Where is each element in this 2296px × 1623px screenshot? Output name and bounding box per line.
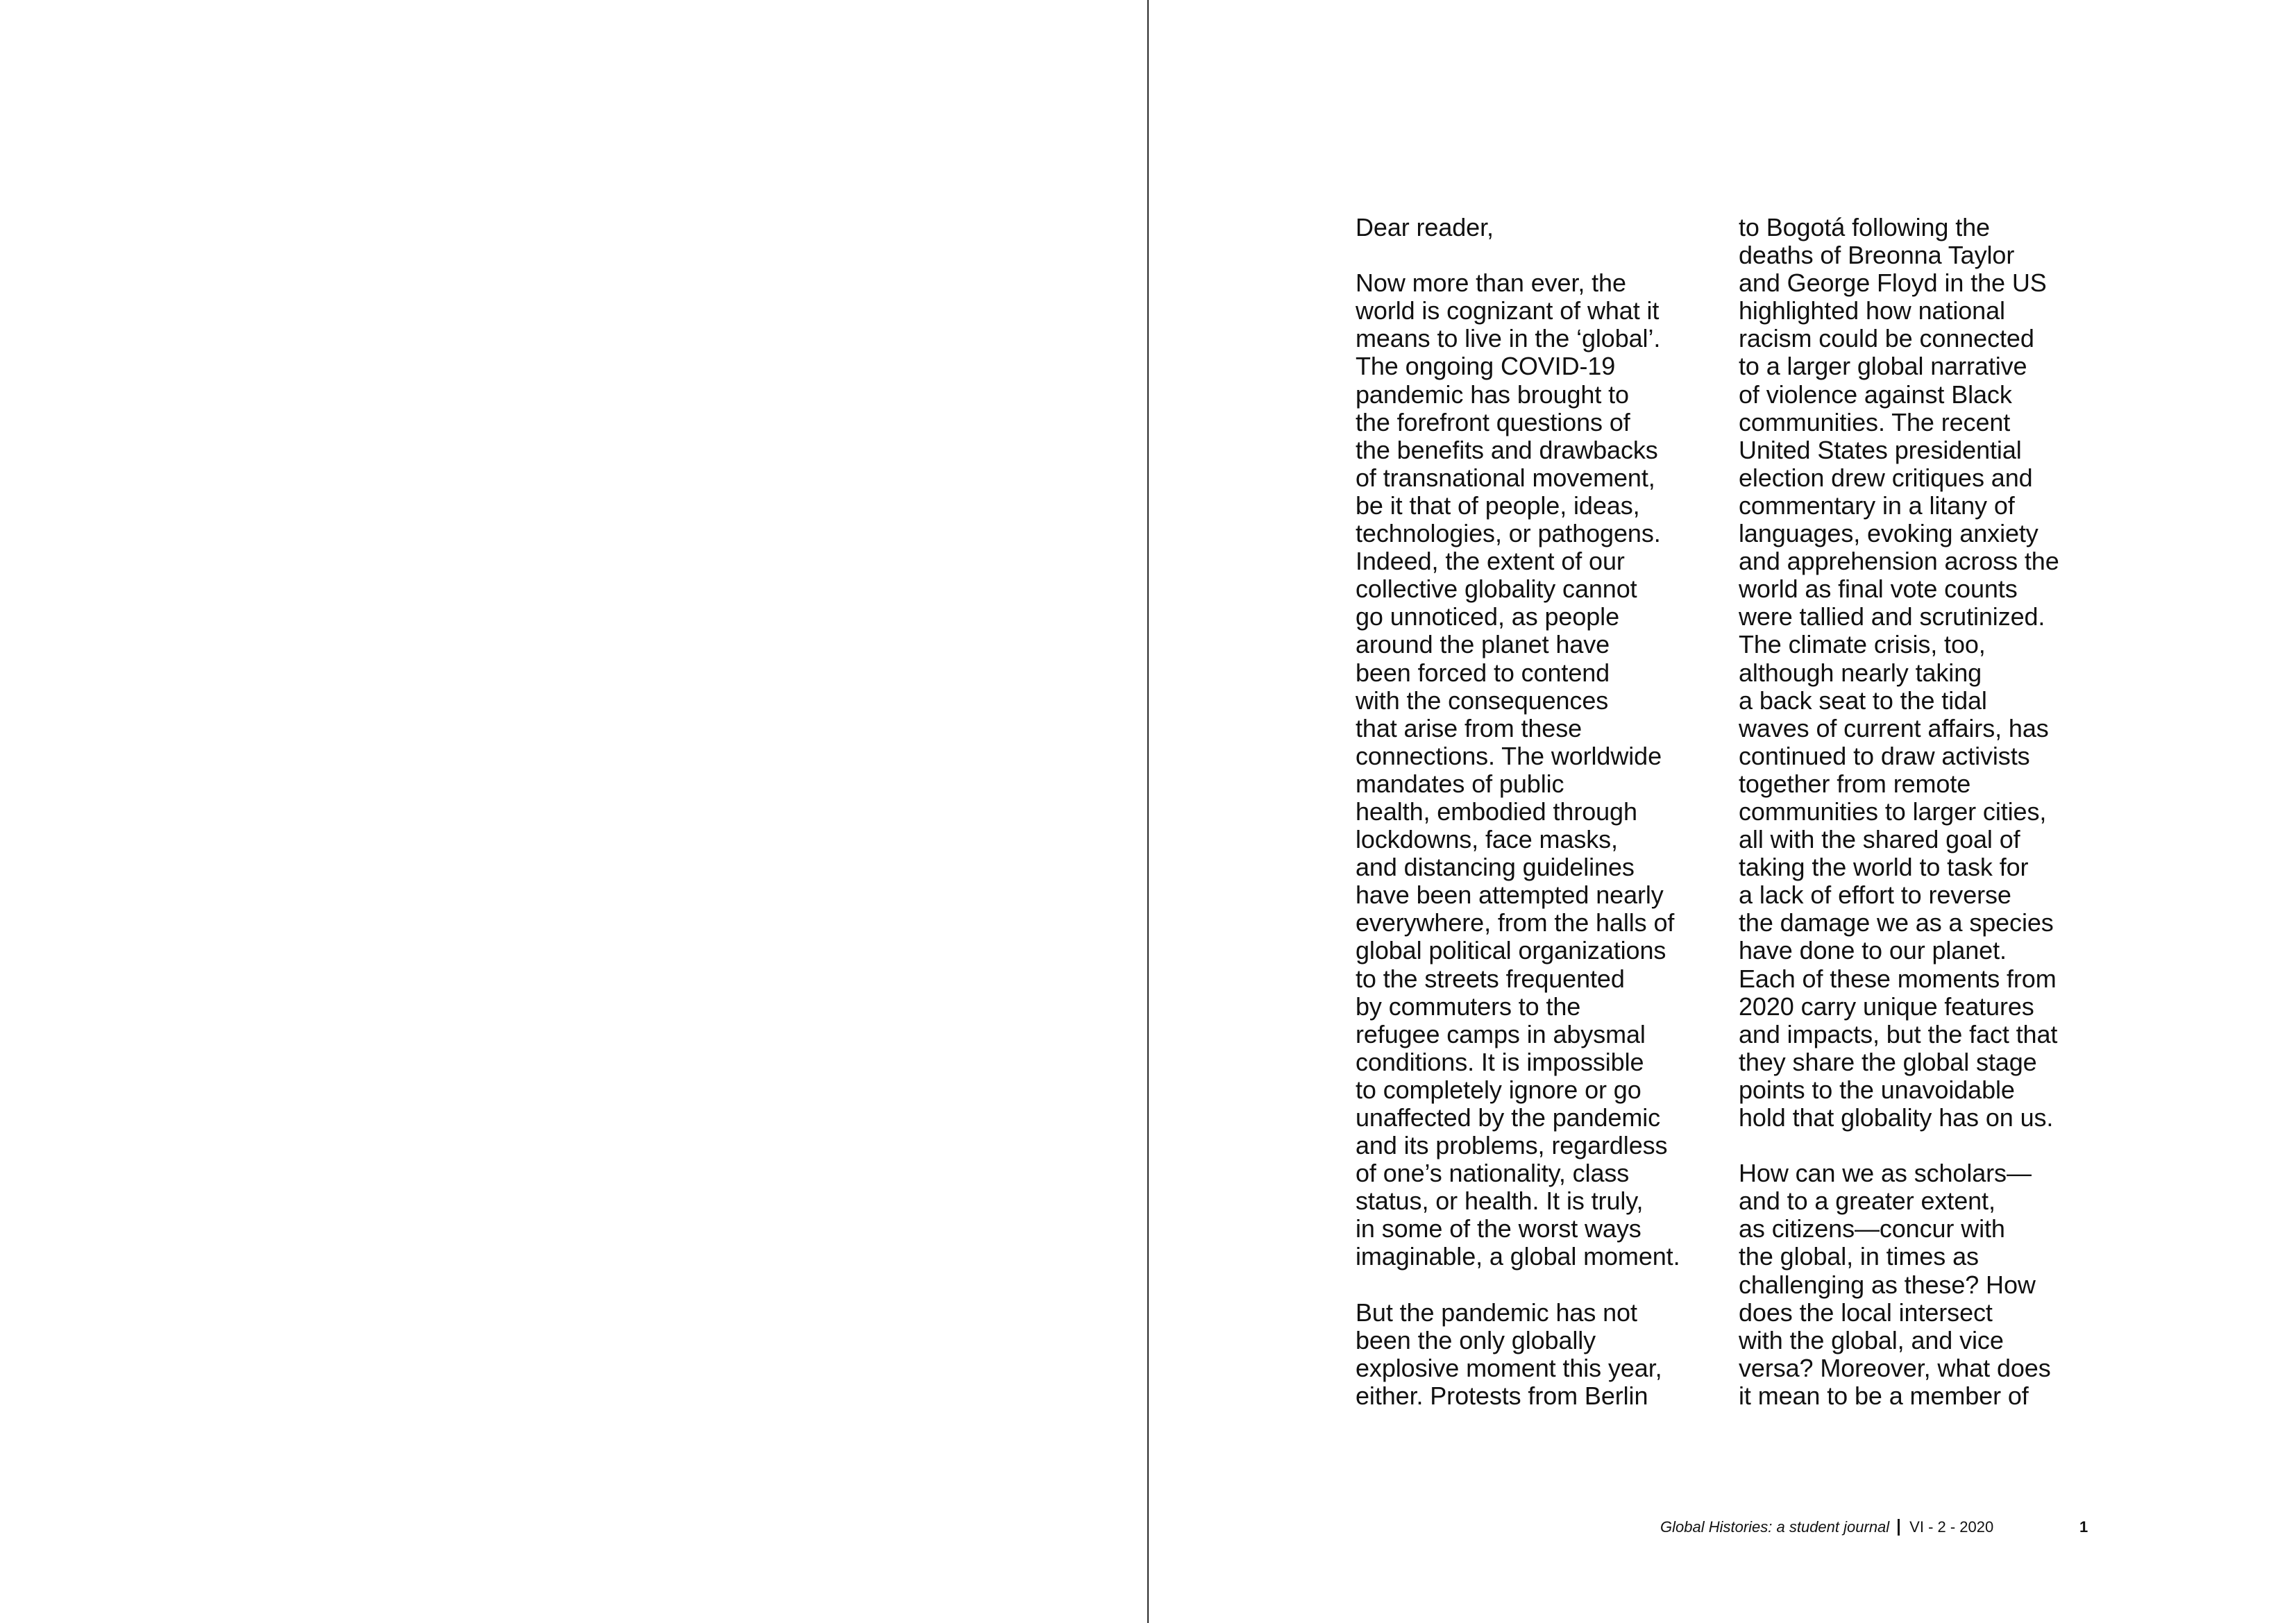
text-line: of violence against Black <box>1739 380 2012 409</box>
text-line: explosive moment this year, <box>1356 1353 1662 1382</box>
text-line: of one’s nationality, class <box>1356 1159 1630 1188</box>
issue-info: VI - 2 - 2020 <box>1909 1518 1994 1536</box>
text-line: it mean to be a member of <box>1739 1381 2029 1410</box>
text-line: The climate crisis, too, <box>1739 630 1986 659</box>
text-line: United States presidential <box>1739 435 2022 464</box>
text-line: does the local intersect <box>1739 1298 1993 1327</box>
text-line: of transnational movement, <box>1356 463 1655 492</box>
text-line: around the planet have <box>1356 630 1610 659</box>
text-line: have done to our planet. <box>1739 936 2007 965</box>
text-line: with the consequences <box>1356 686 1609 715</box>
text-line: and impacts, but the fact that <box>1739 1019 2058 1048</box>
text-line: means to live in the ‘global’. <box>1356 324 1661 353</box>
text-line: all with the shared goal of <box>1739 825 2020 854</box>
text-line: How can we as scholars— <box>1739 1159 2032 1188</box>
text-line: together from remote <box>1739 769 1971 798</box>
text-line: points to the unavoidable <box>1739 1075 2015 1104</box>
text-line: world is cognizant of what it <box>1356 296 1660 325</box>
text-line: Dear reader, <box>1356 213 1494 241</box>
text-line: taking the world to task for <box>1739 853 2029 882</box>
text-line: the global, in times as <box>1739 1242 1979 1271</box>
text-line: the forefront questions of <box>1356 407 1630 436</box>
text-line: hold that globality has on us. <box>1739 1103 2054 1132</box>
text-line: to Bogotá following the <box>1739 213 1990 241</box>
text-line: technologies, or pathogens. <box>1356 519 1661 548</box>
text-line: be it that of people, ideas, <box>1356 491 1640 520</box>
text-line <box>1739 1132 2059 1159</box>
text-line: and distancing guidelines <box>1356 853 1635 882</box>
text-line: communities. The recent <box>1739 407 2011 436</box>
text-line: have been attempted nearly <box>1356 881 1664 910</box>
page-footer <box>1660 1518 2091 1536</box>
text-line: and George Floyd in the US <box>1739 269 2047 298</box>
page-fold-line <box>1147 0 1149 1623</box>
text-line: versa? Moreover, what does <box>1739 1353 2051 1382</box>
text-line: by commuters to the <box>1356 992 1581 1021</box>
text-line: the damage we as a species <box>1739 908 2054 937</box>
text-line: to completely ignore or go <box>1356 1075 1641 1104</box>
text-line: mandates of public <box>1356 769 1564 798</box>
text-line: waves of current affairs, has <box>1739 713 2049 742</box>
text-line: lockdowns, face masks, <box>1356 825 1618 854</box>
text-line: the benefits and drawbacks <box>1356 435 1658 464</box>
text-line: Each of these moments from <box>1739 964 2057 993</box>
text-line: to the streets frequented <box>1356 964 1625 993</box>
text-line: world as final vote counts <box>1739 575 2018 604</box>
journal-title: Global Histories: a student journal <box>1660 1518 1890 1536</box>
text-line: challenging as these? How <box>1739 1270 2036 1299</box>
text-line: collective globality cannot <box>1356 575 1637 604</box>
text-line: pandemic has brought to <box>1356 380 1629 409</box>
footer-separator <box>1898 1519 1900 1536</box>
text-line: to a larger global narrative <box>1739 352 2027 381</box>
text-line: everywhere, from the halls of <box>1356 908 1675 937</box>
text-line: commentary in a litany of <box>1739 491 2015 520</box>
text-line: imaginable, a global moment. <box>1356 1242 1680 1271</box>
text-line: conditions. It is impossible <box>1356 1047 1644 1076</box>
text-line: a lack of effort to reverse <box>1739 881 2011 910</box>
text-line: unaffected by the pandemic <box>1356 1103 1661 1132</box>
text-line <box>1356 241 1680 269</box>
text-line: racism could be connected <box>1739 324 2034 353</box>
text-line: as citizens—concur with <box>1739 1214 2005 1243</box>
text-line: and to a greater extent, <box>1739 1187 1995 1216</box>
text-line: that arise from these <box>1356 713 1582 742</box>
text-line: communities to larger cities, <box>1739 797 2047 826</box>
text-line: continued to draw activists <box>1739 741 2030 770</box>
text-line: Now more than ever, the <box>1356 269 1626 298</box>
text-line: been forced to contend <box>1356 658 1610 687</box>
text-line: were tallied and scrutinized. <box>1739 602 2045 631</box>
page-number: 1 <box>2079 1518 2088 1536</box>
text-line: election drew critiques and <box>1739 463 2033 492</box>
text-column-right <box>1739 214 2059 1410</box>
text-line: they share the global stage <box>1739 1047 2037 1076</box>
text-line: health, embodied through <box>1356 797 1637 826</box>
text-line: Indeed, the extent of our <box>1356 547 1625 576</box>
text-line: and its problems, regardless <box>1356 1131 1668 1160</box>
text-line: and apprehension across the <box>1739 547 2059 576</box>
text-line: But the pandemic has not <box>1356 1298 1637 1327</box>
text-line: in some of the worst ways <box>1356 1214 1641 1243</box>
text-line: go unnoticed, as people <box>1356 602 1620 631</box>
text-line: with the global, and vice <box>1739 1325 2004 1354</box>
text-line <box>1356 1271 1680 1299</box>
text-line: 2020 carry unique features <box>1739 992 2034 1021</box>
text-line: highlighted how national <box>1739 296 2005 325</box>
text-line: The ongoing COVID-19 <box>1356 352 1616 381</box>
text-line: global political organizations <box>1356 936 1666 965</box>
text-line: been the only globally <box>1356 1325 1596 1354</box>
text-line: refugee camps in abysmal <box>1356 1019 1646 1048</box>
text-line: languages, evoking anxiety <box>1739 519 2038 548</box>
text-column-left <box>1356 214 1680 1410</box>
text-line: although nearly taking <box>1739 658 1982 687</box>
text-line: a back seat to the tidal <box>1739 686 1987 715</box>
text-line: connections. The worldwide <box>1356 741 1662 770</box>
text-line: status, or health. It is truly, <box>1356 1187 1644 1216</box>
text-line: either. Protests from Berlin <box>1356 1381 1648 1410</box>
text-line: deaths of Breonna Taylor <box>1739 241 2015 270</box>
